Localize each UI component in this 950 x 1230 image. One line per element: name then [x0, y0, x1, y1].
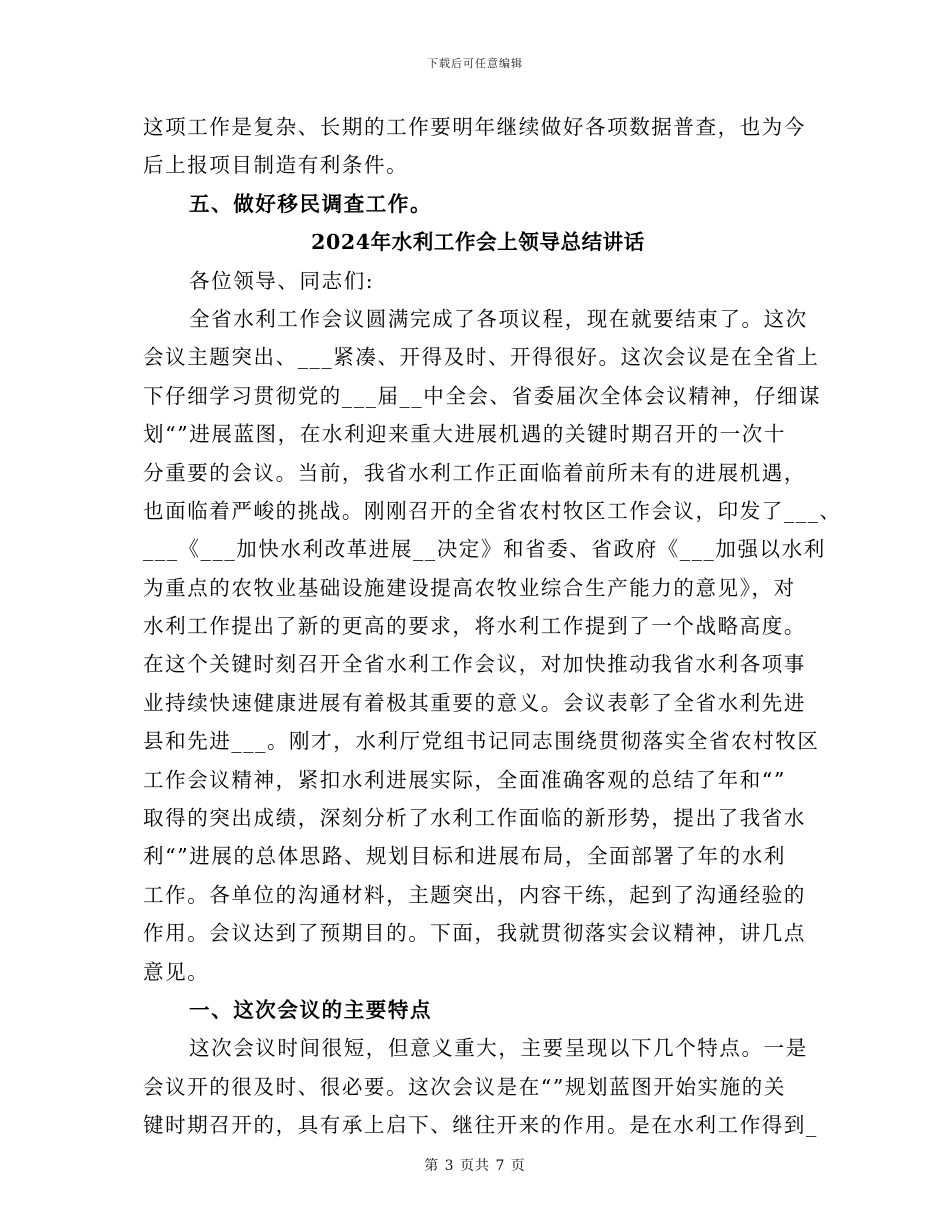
- body-line: 键时期召开的，具有承上启下、继往开来的作用。是在水利工作得到_: [143, 1113, 818, 1138]
- body-line: 意见。: [143, 959, 210, 984]
- section-heading: 一、这次会议的主要特点: [189, 997, 433, 1022]
- body-line: 划“”进展蓝图，在水利迎来重大进展机遇的关键时期召开的一次十: [143, 422, 786, 447]
- body-line: 业持续快速健康进展有着极其重要的意义。会议表彰了全省水利先进: [143, 690, 806, 715]
- page-footer: 第 3 页共 7 页: [424, 1158, 526, 1174]
- body-line: 下仔细学习贯彻党的___届__中全会、省委届次全体会议精神，仔细谋: [143, 383, 822, 408]
- body-line: 后上报项目制造有利条件。: [143, 153, 409, 178]
- body-line: 为重点的农牧业基础设施建设提高农牧业综合生产能力的意见》，对: [143, 575, 796, 600]
- section-heading: 五、做好移民调查工作。: [189, 191, 433, 216]
- salutation: 各位领导、同志们:: [189, 268, 375, 293]
- body-line: 水利工作提出了新的更高的要求，将水利工作提到了一个战略高度。: [143, 614, 806, 639]
- body-line: 工作会议精神，紧扣水利进展实际，全面准确客观的总结了年和“”: [143, 767, 786, 792]
- body-line: 这次会议时间很短，但意义重大，主要呈现以下几个特点。一是: [189, 1036, 808, 1061]
- body-line: 作用。会议达到了预期目的。下面，我就贯彻落实会议精神，讲几点: [143, 921, 806, 946]
- body-line: 县和先进___。刚才，水利厅党组书记同志围绕贯彻落实全省农村牧区: [143, 729, 820, 754]
- body-line: 取得的突出成绩，深刻分析了水利工作面临的新形势，提出了我省水: [143, 806, 806, 831]
- body-line: 工作。各单位的沟通材料，主题突出，内容干练，起到了沟通经验的: [143, 882, 806, 907]
- body-line: 分重要的会议。当前，我省水利工作正面临着前所未有的进展机遇，: [143, 460, 806, 485]
- body-line: 会议主题突出、___紧凑、开得及时、开得很好。这次会议是在全省上: [143, 345, 820, 370]
- body-line: 全省水利工作会议圆满完成了各项议程，现在就要结束了。这次: [189, 306, 808, 331]
- document-body: [143, 108, 842, 1145]
- document-title: 2024年水利工作会上领导总结讲话: [311, 230, 645, 255]
- body-line: 在这个关键时刻召开全省水利工作会议，对加快推动我省水利各项事: [143, 652, 806, 677]
- body-line: 这项工作是复杂、长期的工作要明年继续做好各项数据普查，也为今: [143, 115, 806, 139]
- body-line: 利“”进展的总体思路、规划目标和进展布局，全面部署了年的水利: [143, 844, 786, 869]
- body-line: ___《___加快水利改革进展__决定》和省委、省政府《___加强以水利: [143, 537, 826, 562]
- body-line: 也面临着严峻的挑战。刚刚召开的全省农村牧区工作会议，印发了___、: [143, 498, 842, 523]
- body-line: 会议开的很及时、很必要。这次会议是在“”规划蓝图开始实施的关: [143, 1074, 786, 1099]
- page-header: 下载后可任意编辑: [427, 57, 523, 70]
